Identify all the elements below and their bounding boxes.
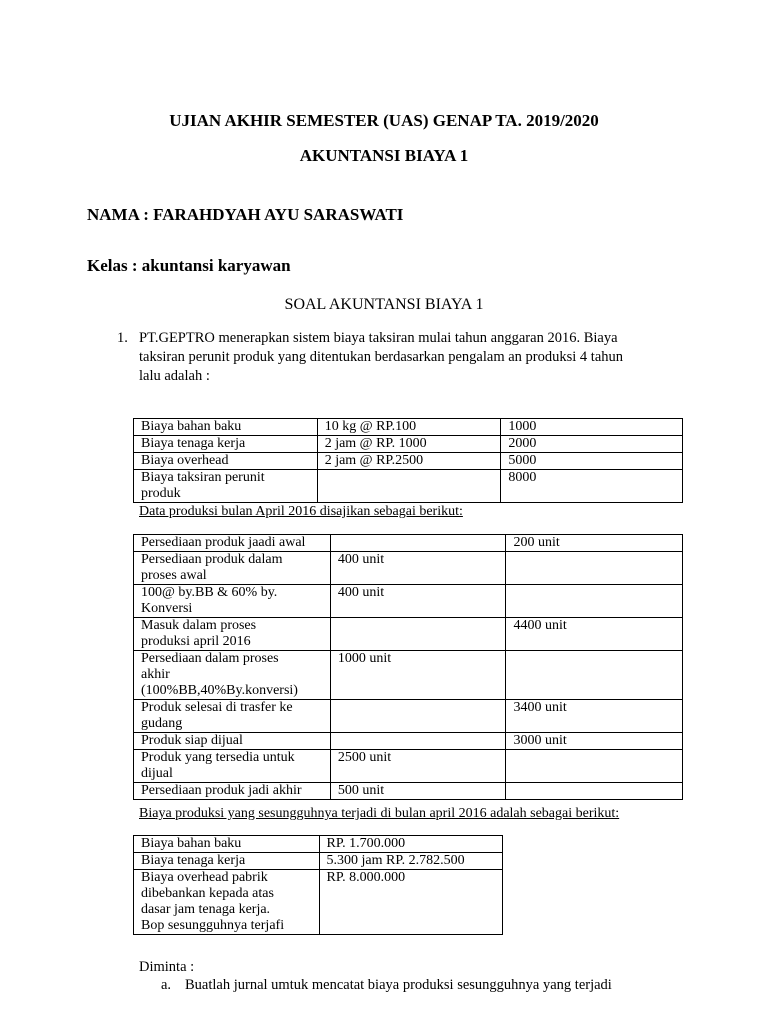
production-data-row-cell: Persediaan produk jaadi awal xyxy=(134,535,331,552)
question-line: taksiran perunit produk yang ditentukan berdasarkan pengalam an produksi 4 tahun xyxy=(139,349,624,365)
production-data-row xyxy=(134,585,683,618)
production-data-row xyxy=(134,535,683,552)
actual-cost-row-cell: Biaya tenaga kerja xyxy=(134,853,320,870)
estimated-cost-row-cell: 10 kg @ RP.100 xyxy=(317,419,501,436)
item-a-marker: a. xyxy=(161,977,172,993)
estimated-cost-row xyxy=(134,453,683,470)
estimated-cost-row xyxy=(134,419,683,436)
estimated-cost-row-cell: Biaya overhead xyxy=(134,453,318,470)
actual-cost-row xyxy=(134,836,503,853)
question-text xyxy=(139,329,699,386)
production-data-row-cell xyxy=(330,733,506,750)
actual-cost-row-cell: RP. 8.000.000 xyxy=(319,870,502,935)
production-data-row-cell: 500 unit xyxy=(330,783,506,800)
production-data-row-cell: Produk yang tersedia untuk dijual xyxy=(134,750,331,783)
production-data-row xyxy=(134,618,683,651)
actual-cost-caption: Biaya produksi yang sesungguhnya terjadi di bulan april 2016 adalah sebagai berikut: xyxy=(139,806,620,821)
estimated-cost-row-cell: 5000 xyxy=(501,453,683,470)
estimated-cost-row-cell: Biaya bahan baku xyxy=(134,419,318,436)
diminta-label: Diminta : xyxy=(139,959,195,975)
question-line: PT.GEPTRO menerapkan sistem biaya taksiran mulai tahun anggaran 2016. Biaya xyxy=(139,330,618,346)
estimated-cost-table-body xyxy=(134,419,683,503)
production-data-caption: Data produksi bulan April 2016 disajikan sebagai berikut: xyxy=(139,504,463,519)
production-data-row-cell: 4400 unit xyxy=(506,618,683,651)
exam-title: UJIAN AKHIR SEMESTER (UAS) GENAP TA. 2019/2020 xyxy=(169,111,599,130)
actual-cost-row-cell: Biaya overhead pabrik dibebankan kepada atas dasar jam tenaga kerja. Bop sesungguhnya terjafi xyxy=(134,870,320,935)
production-data-row xyxy=(134,783,683,800)
actual-cost-row-cell: 5.300 jam RP. 2.782.500 xyxy=(319,853,502,870)
production-data-row xyxy=(134,552,683,585)
production-data-row-cell: Persediaan produk dalam proses awal xyxy=(134,552,331,585)
production-data-row xyxy=(134,651,683,700)
estimated-cost-table xyxy=(133,418,683,503)
section-title: SOAL AKUNTANSI BIAYA 1 xyxy=(284,296,484,313)
estimated-cost-row-cell: Biaya taksiran perunit produk xyxy=(134,470,318,503)
estimated-cost-row-cell: Biaya tenaga kerja xyxy=(134,436,318,453)
estimated-cost-row xyxy=(134,436,683,453)
actual-cost-table xyxy=(133,835,503,935)
estimated-cost-row-cell: 2 jam @ RP.2500 xyxy=(317,453,501,470)
production-data-table-body xyxy=(134,535,683,800)
production-data-row-cell xyxy=(506,651,683,700)
production-data-row-cell: Produk siap dijual xyxy=(134,733,331,750)
question-line: lalu adalah : xyxy=(139,368,210,384)
production-data-table xyxy=(133,534,683,800)
production-data-row-cell xyxy=(330,618,506,651)
production-data-row xyxy=(134,700,683,733)
production-data-row-cell: 2500 unit xyxy=(330,750,506,783)
actual-cost-table-body xyxy=(134,836,503,935)
production-data-row-cell xyxy=(506,585,683,618)
question-number: 1. xyxy=(117,330,128,346)
course-title: AKUNTANSI BIAYA 1 xyxy=(299,146,469,165)
production-data-row-cell xyxy=(506,783,683,800)
actual-cost-row-cell: RP. 1.700.000 xyxy=(319,836,502,853)
actual-cost-row xyxy=(134,853,503,870)
production-data-row-cell xyxy=(330,535,506,552)
student-class: Kelas : akuntansi karyawan xyxy=(87,256,291,275)
estimated-cost-row-cell: 1000 xyxy=(501,419,683,436)
production-data-row-cell: Masuk dalam proses produksi april 2016 xyxy=(134,618,331,651)
production-data-row-cell: Produk selesai di trasfer ke gudang xyxy=(134,700,331,733)
production-data-row-cell: 3000 unit xyxy=(506,733,683,750)
estimated-cost-row xyxy=(134,470,683,503)
production-data-row xyxy=(134,733,683,750)
student-name: NAMA : FARAHDYAH AYU SARASWATI xyxy=(87,205,404,224)
actual-cost-row xyxy=(134,870,503,935)
production-data-row-cell: 100@ by.BB & 60% by. Konversi xyxy=(134,585,331,618)
production-data-row-cell: Persediaan produk jadi akhir xyxy=(134,783,331,800)
production-data-row-cell xyxy=(506,552,683,585)
production-data-row-cell: 400 unit xyxy=(330,585,506,618)
item-a-text: Buatlah jurnal umtuk mencatat biaya produksi sesungguhnya yang terjadi xyxy=(185,977,612,993)
estimated-cost-row-cell: 2 jam @ RP. 1000 xyxy=(317,436,501,453)
production-data-row xyxy=(134,750,683,783)
production-data-row-cell: 200 unit xyxy=(506,535,683,552)
estimated-cost-row-cell: 8000 xyxy=(501,470,683,503)
production-data-row-cell: Persediaan dalam proses akhir (100%BB,40%By.konversi) xyxy=(134,651,331,700)
production-data-row-cell: 3400 unit xyxy=(506,700,683,733)
actual-cost-row-cell: Biaya bahan baku xyxy=(134,836,320,853)
estimated-cost-row-cell: 2000 xyxy=(501,436,683,453)
production-data-row-cell xyxy=(330,700,506,733)
estimated-cost-row-cell xyxy=(317,470,501,503)
production-data-row-cell: 400 unit xyxy=(330,552,506,585)
production-data-row-cell xyxy=(506,750,683,783)
production-data-row-cell: 1000 unit xyxy=(330,651,506,700)
